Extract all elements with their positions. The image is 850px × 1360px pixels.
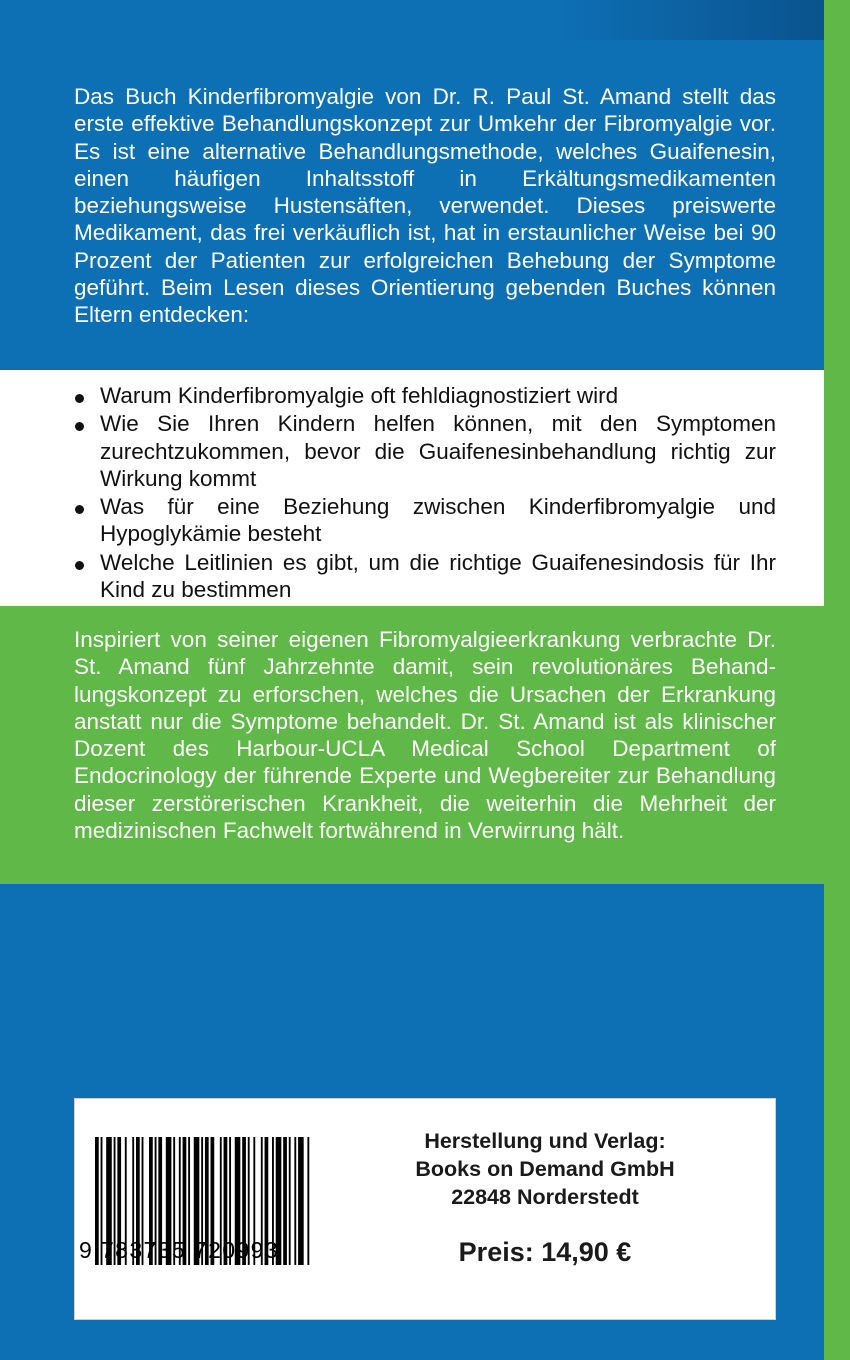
bullet-text: Was für eine Beziehung zwischen Kinderfibromyalgie und Hypoglykämie besteht [100, 494, 776, 547]
bullet-text: Wie Sie Ihren Kindern helfen können, mit den Symptomen zurechtzukommen, bevor die Guaifenesinbehandlung richtig zur Wirkung kommt [100, 411, 776, 491]
bullet-text: Warum Kinderfibromyalgie oft fehldiagnostiziert wird [100, 383, 619, 408]
bullet-dot-icon [75, 505, 84, 514]
isbn-number: 9 783735 720993 [79, 1237, 280, 1263]
bullet-dot-icon [75, 561, 84, 570]
bullet-dot-icon [75, 422, 84, 431]
top-shade [560, 0, 824, 40]
author-paragraph: Inspiriert von seiner eigenen Fibromyalgieerkrankung verbrachte Dr. St. Amand fünf Jahrzehnte damit, sein revolutionäres Behandlungskonzept zu erforschen, welches die Ursachen der Erkrankung anstatt nur die Symptome behandelt. Dr. St. Amand ist als klinischer Dozent des Harbour-UCLA Medical School Department of Endocrinology der führende Experte und Wegbereiter zur Behandlung dieser zerstörerischen Krankheit, die weiterhin die Mehrheit der medizinischen Fachwelt fortwährend in Verwirrung hält. [74, 627, 776, 844]
author-section [0, 606, 824, 884]
publisher-block [385, 1127, 705, 1211]
bullet-item [74, 549, 776, 604]
bullet-item [74, 493, 776, 548]
bullet-list [74, 382, 776, 604]
price-label: Preis: 14,90 € [458, 1237, 632, 1267]
bullet-dot-icon [75, 394, 84, 403]
bullet-text: Welche Leitlinien es gibt, um die richtige Guaifenesindosis für Ihr Kind zu bestimmen [100, 549, 776, 603]
publisher-label: Herstellung und Verlag: [424, 1129, 666, 1153]
publisher-info-box [74, 1098, 776, 1320]
bullet-section [0, 370, 824, 606]
intro-paragraph: Das Buch Kinderfibromyalgie von Dr. R. Paul St. Amand stellt das erste effektive Behandlungskonzept zur Umkehr der Fibromyalgie vor. Es ist eine alternative Behandlungsmethode, welches Guaifenesin, einen häufigen Inhaltsstoff in Erkältungsmedikamenten beziehungsweise Hustensäften, verwendet. Dieses preiswerte Medikament, das frei verkäuflich ist, hat in erstaunlicher Weise bei 90 Prozent der Patienten zur erfolgreichen Behebung der Symptome geführt. Beim Lesen dieses Orientierung gebenden Buches können Eltern entdecken: [74, 84, 776, 328]
bullet-item [74, 410, 776, 492]
publisher-name: Books on Demand GmbH [415, 1157, 675, 1181]
publisher-address: 22848 Norderstedt [451, 1185, 639, 1209]
bullet-item [74, 382, 776, 409]
green-edge-strip [824, 0, 850, 1360]
